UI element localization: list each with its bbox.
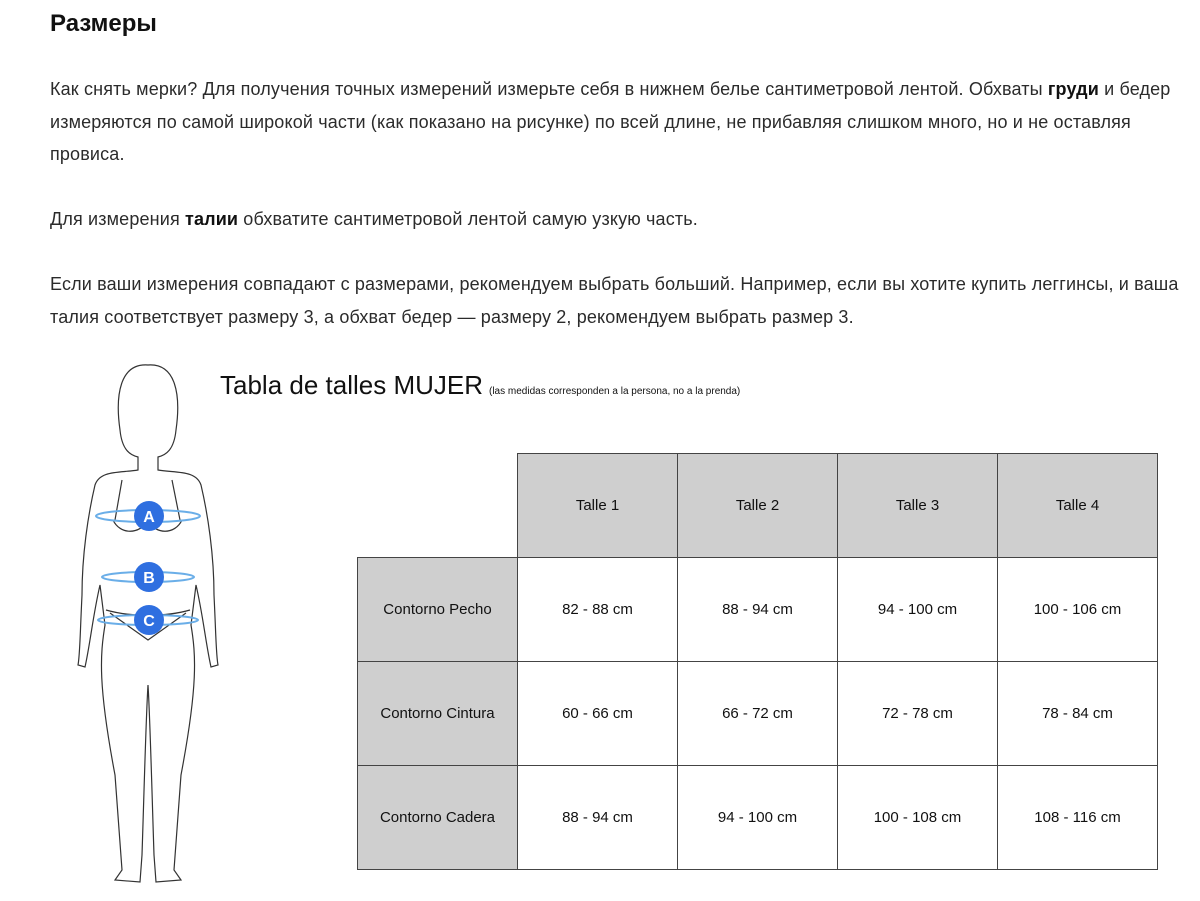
table-cell: 88 - 94 cm: [678, 558, 838, 662]
svg-text:A: A: [143, 509, 155, 526]
row-header: Contorno Pecho: [358, 558, 518, 662]
size-table-title: Tabla de talles MUJER (las medidas corresponden a la persona, no a la prenda): [220, 370, 741, 400]
size-table: [357, 453, 1158, 870]
table-cell: 100 - 106 cm: [998, 558, 1158, 662]
row-header: Contorno Cintura: [358, 662, 518, 766]
intro-paragraph-2: Для измерения талии обхватите сантиметровой лентой самую узкую часть.: [50, 209, 698, 229]
table-cell: 60 - 66 cm: [518, 662, 678, 766]
column-header: Talle 1: [518, 454, 678, 558]
table-cell: 78 - 84 cm: [998, 662, 1158, 766]
column-header: Talle 4: [998, 454, 1158, 558]
column-header: Talle 3: [838, 454, 998, 558]
table-row: [358, 662, 1158, 766]
table-cell: 82 - 88 cm: [518, 558, 678, 662]
table-cell: 94 - 100 cm: [678, 766, 838, 870]
column-header: Talle 2: [678, 454, 838, 558]
table-cell: 72 - 78 cm: [838, 662, 998, 766]
table-row: [358, 766, 1158, 870]
intro-paragraph-3: Если ваши измерения совпадают с размерами, рекомендуем выбрать больший. Например, если вы хотите купить леггинсы, и ваша талия соответствует размеру 3, а обхват бедер — размеру 2, рекомендуем выбрать размер 3.: [50, 274, 1179, 327]
table-cell: 88 - 94 cm: [518, 766, 678, 870]
table-cell: 94 - 100 cm: [838, 558, 998, 662]
svg-text:B: B: [143, 570, 155, 587]
table-cell: 66 - 72 cm: [678, 662, 838, 766]
page-title: Размеры: [50, 10, 157, 37]
row-header: Contorno Cadera: [358, 766, 518, 870]
table-row: [358, 558, 1158, 662]
table-cell: 100 - 108 cm: [838, 766, 998, 870]
table-cell: 108 - 116 cm: [998, 766, 1158, 870]
body-measurement-figure: [60, 355, 230, 890]
table-header-row: [358, 454, 1158, 558]
svg-text:C: C: [143, 613, 155, 630]
intro-paragraph-1: Как снять мерки? Для получения точных измерений измерьте себя в нижнем белье сантиметровой лентой. Обхваты груди и бедер измеряются по самой широкой части (как показано на рисунке) по всей длине, не прибавляя слишком много, но и не оставляя провиса.: [50, 79, 1171, 164]
